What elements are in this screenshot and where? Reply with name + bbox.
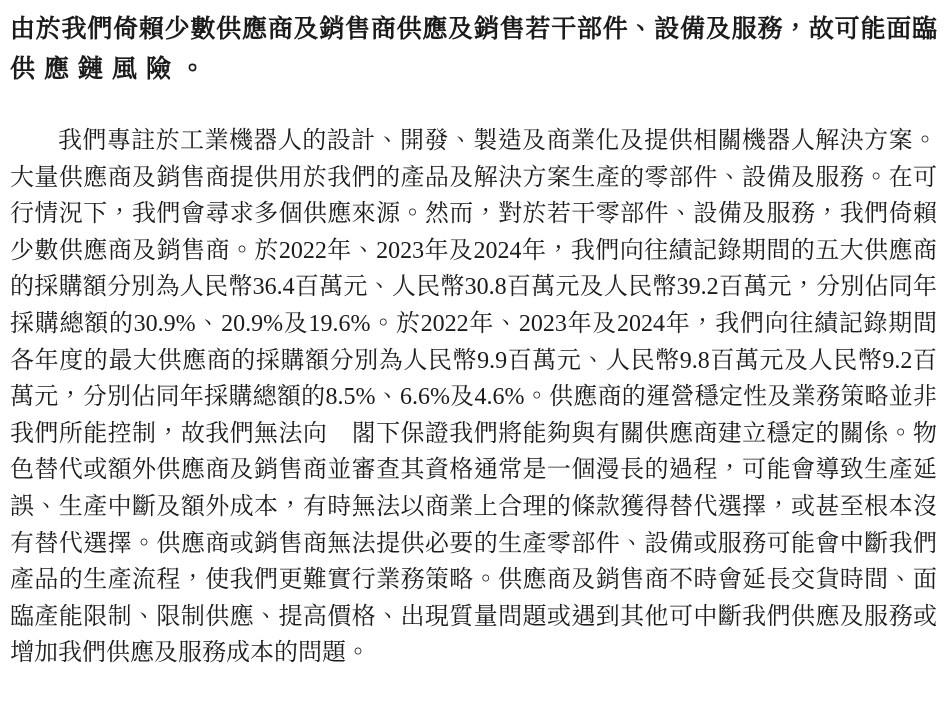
heading-line: 由於我們倚賴少數供應商及銷售商供應及銷售若干部件、設備及服務，故可能面臨: [10, 16, 937, 43]
heading-line: 供應鏈風險。: [10, 56, 215, 83]
section-heading: [10, 10, 937, 90]
body-paragraph: 我們專註於工業機器人的設計、開發、製造及商業化及提供相關機器人解決方案。大量供應商及銷售商提供用於我們的產品及解決方案生產的零部件、設備及服務。在可行情況下，我們會尋求多個供應來源。然而，對於若干零部件、設備及服務，我們倚賴少數供應商及銷售商。於2022年、2023年及2024年，我們向往績記錄期間的五大供應商的採購額分別為人民幣36.4百萬元、人民幣30.8百萬元及人民幣39.2百萬元，分別佔同年採購總額的30.9%、20.9%及19.6%。於2022年、2023年及2024年，我們向往績記錄期間各年度的最大供應商的採購額分別為人民幣9.9百萬元、人民幣9.8百萬元及人民幣9.2百萬元，分別佔同年採購總額的8.5%、6.6%及4.6%。供應商的運營穩定性及業務策略並非我們所能控制，故我們無法向 閣下保證我們將能夠與有關供應商建立穩定的關係。物色替代或額外供應商及銷售商並審查其資格通常是一個漫長的過程，可能會導致生產延誤、生產中斷及額外成本，有時無法以商業上合理的條款獲得替代選擇，或甚至根本沒有替代選擇。供應商或銷售商無法提供必要的生產零部件、設備或服務可能會中斷我們產品的生產流程，使我們更難實行業務策略。供應商及銷售商不時會延長交貨時間、面臨產能限制、限制供應、提高價格、出現質量問題或遇到其他可中斷我們供應及服務或增加我們供應及服務成本的問題。: [10, 128, 937, 667]
